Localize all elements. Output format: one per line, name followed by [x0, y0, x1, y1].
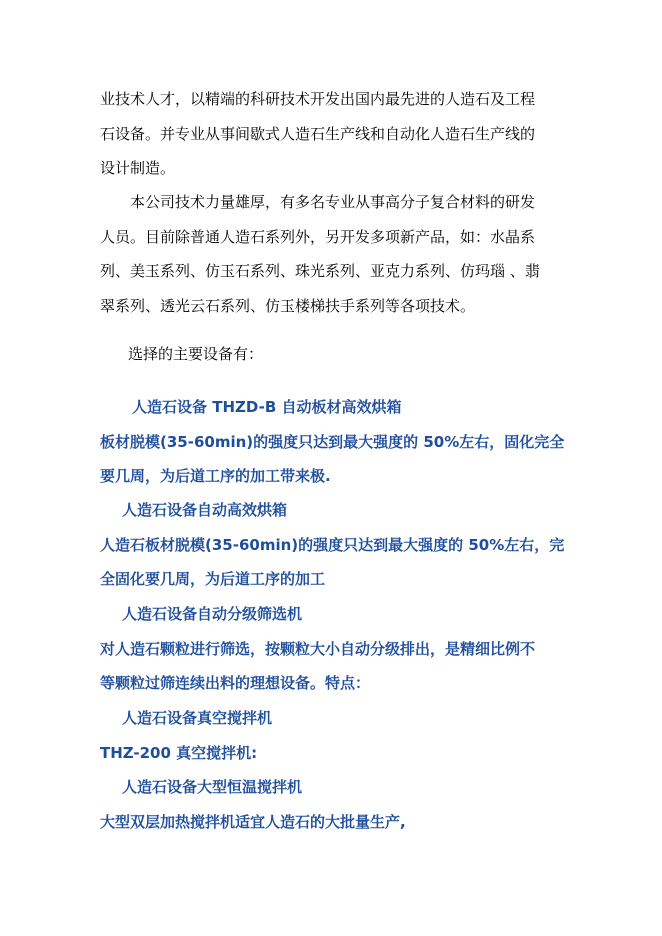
equipment-description: 大型双层加热搅拌机适宜人造石的大批量生产, [100, 812, 406, 831]
equipment-description: 板材脱模(35-60min)的强度只达到最大强度的 50%左右，固化完全 [100, 432, 565, 451]
equipment-description: 全固化要几周，为后道工序的加工 [100, 570, 326, 588]
equipment-description: THZ-200 真空搅拌机: [100, 743, 258, 762]
equipment-title: 人造石设备大型恒温搅拌机 [122, 778, 303, 796]
equipment-description: 对人造石颗粒进行筛选，按颗粒大小自动分级排出，是精细比例不 [100, 639, 536, 658]
equipment-title: 人造石设备 THZD-B 自动板材高效烘箱 [132, 398, 402, 416]
equipment-item-sieve [100, 597, 565, 701]
intro-line: 设计制造。 [100, 159, 176, 177]
company-line: 翠系列、透光云石系列、仿玉楼梯扶手系列等各项技术。 [100, 296, 476, 315]
equipment-item-oven [100, 493, 565, 597]
equipment-title: 人造石设备自动高效烘箱 [122, 501, 288, 519]
equipment-item-oven-thzd-b [100, 390, 565, 494]
equipment-heading [100, 337, 593, 372]
intro-paragraph [100, 82, 565, 186]
company-paragraph [100, 185, 565, 323]
company-line: 人员。目前除普通人造石系列外，另开发多项新产品，如：水晶系 [100, 227, 536, 246]
intro-line: 业技术人才，以精端的科研技术开发出国内最先进的人造石及工程 [100, 90, 536, 108]
intro-line: 石设备。并专业从事间歇式人造石生产线和自动化人造石生产线的 [100, 124, 536, 143]
equipment-title: 人造石设备真空搅拌机 [122, 709, 273, 727]
equipment-description: 要几周，为后道工序的加工带来极. [100, 467, 331, 485]
equipment-description: 人造石板材脱模(35-60min)的强度只达到最大强度的 50%左右，完 [100, 535, 565, 554]
company-line: 本公司技术力量雄厚，有多名专业从事高分子复合材料的研发 [130, 193, 536, 211]
company-line: 列、美玉系列、仿玉石系列、珠光系列、亚克力系列、仿玛瑙 、翡 [100, 262, 540, 280]
equipment-description: 等颗粒过筛连续出料的理想设备。特点： [100, 674, 371, 692]
equipment-item-heated-mixer [100, 770, 565, 839]
equipment-item-vacuum-mixer [100, 701, 565, 770]
equipment-heading-text: 选择的主要设备有： [128, 345, 264, 363]
equipment-title: 人造石设备自动分级筛选机 [122, 605, 303, 623]
